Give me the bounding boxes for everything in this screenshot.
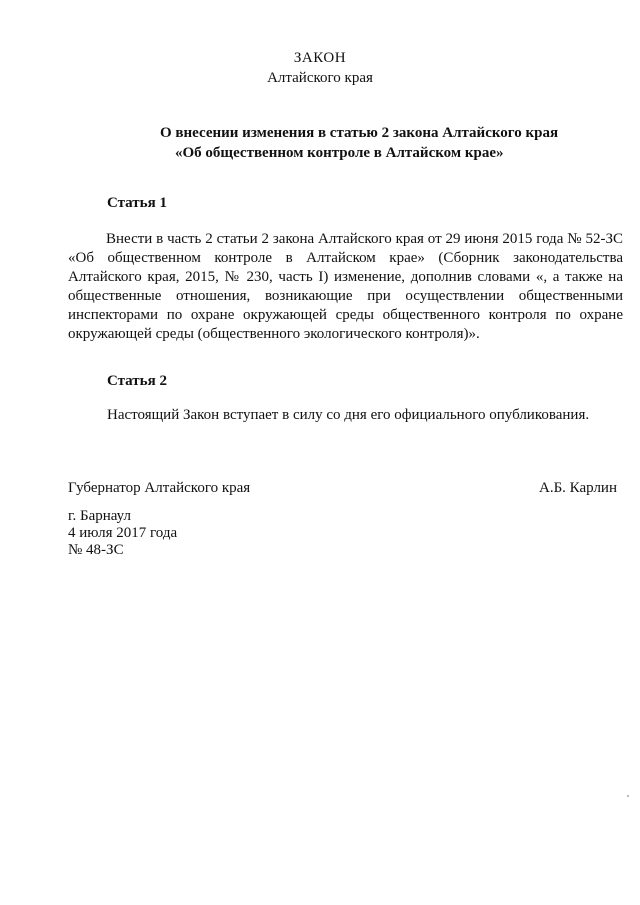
article-2-body: Настоящий Закон вступает в силу со дня его официального опубликования. <box>107 407 590 423</box>
document-type: ЗАКОН <box>293 50 347 66</box>
article-1-body: Внести в часть 2 статьи 2 закона Алтайского края от 29 июня 2015 года № 52-ЗС «Об общественном контроле в Алтайском крае» (Сборник законодательства Алтайского края, 2015, № 230, часть I) изменение, дополнив словами «, а также на общественные отношения, возникающие при осуществлении общественными инспекторами по охране окружающей среды общественного контроля по охране окружающей среды (общественного экологического контроля)». <box>68 231 623 342</box>
article-2-heading: Статья 2 <box>107 373 167 389</box>
signatory-position: Губернатор Алтайского края <box>68 480 251 496</box>
law-number: № 48-ЗС <box>68 542 124 558</box>
law-title-line-2: «Об общественном контроле в Алтайском крае» <box>175 145 504 161</box>
law-title-line-1: О внесении изменения в статью 2 закона Алтайского края <box>160 125 559 141</box>
signing-date: 4 июля 2017 года <box>68 525 178 541</box>
scan-artifact <box>627 795 629 797</box>
signing-city: г. Барнаул <box>68 508 131 524</box>
document-region: Алтайского края <box>267 70 373 86</box>
signatory-name: А.Б. Карлин <box>538 480 617 496</box>
article-1-heading: Статья 1 <box>107 195 167 211</box>
